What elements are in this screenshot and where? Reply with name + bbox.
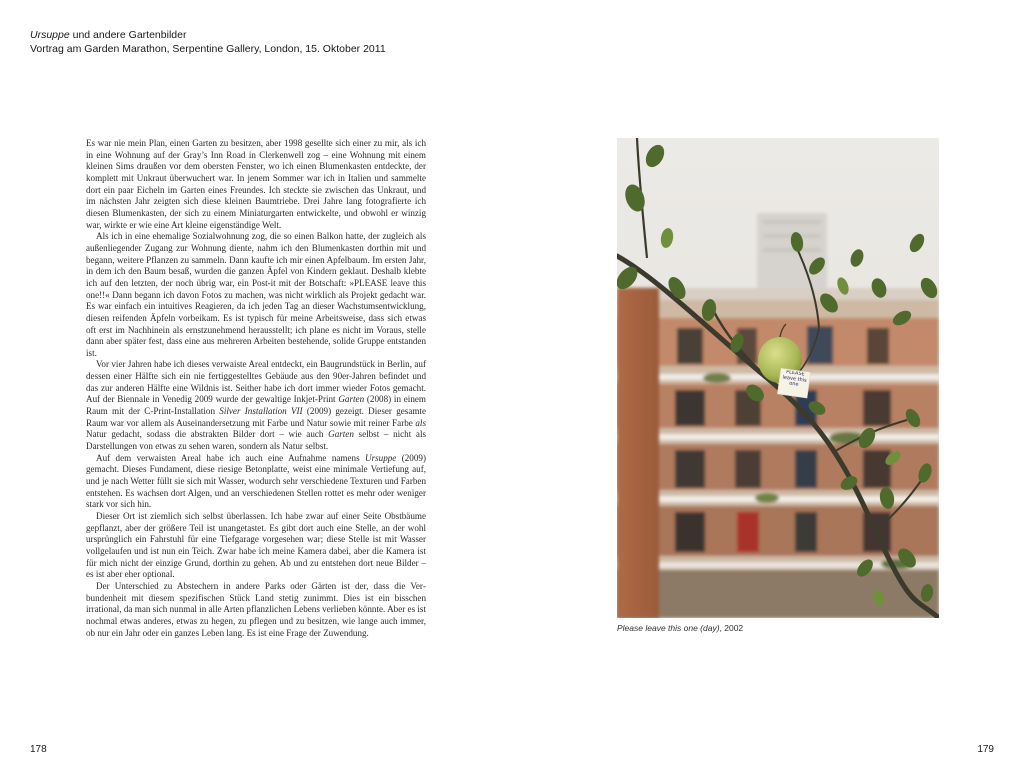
work-title-silver-installation: Silver Installation VII xyxy=(219,406,303,417)
text-run: (2009) gemacht. Dieses Fundament, diese riesige Betonplatte, weist eine minimale Vertiefung auf, und je nach Wetter füllt sie sich mit Wasser, wodurch sehr verschiedene Texturen und Farben entstehen. Es wachsen dort Algen, und an verschiedenen Stellen rottet es mehr oder weniger stark vor sich hin. xyxy=(86,452,426,510)
text-run: (2008) in einem Raum mit der C-Print-Installation xyxy=(86,394,426,417)
caption-year: , 2002 xyxy=(719,623,744,633)
text-run: Vor vier Jahren habe ich dieses verwaiste Areal entdeckt, ein Baugrundstück in Berlin, auf dessen einer Hälfte sich ein nie fertiggestelltes Gebäude aus den 90er-Jahren befindet und das zur anderen Hälfte eine Wildnis ist. Seither habe ich dort immer wieder Fotos gemacht. Auf der Biennale in Venedig 2009 wurde der gewaltige Inkjet-Print xyxy=(86,359,426,405)
running-head xyxy=(30,28,386,56)
photo-caption xyxy=(617,623,743,633)
chapter-subtitle: Vortrag am Garden Marathon, Serpentine Gallery, London, 15. Oktober 2011 xyxy=(30,43,386,55)
emphasis-als: als xyxy=(415,417,426,428)
page-number-left: 178 xyxy=(30,744,47,755)
work-title-garten: Garten xyxy=(328,429,354,440)
paragraph-2: Als ich in eine ehemalige Sozialwohnung zog, die so einen Balkon hatte, der zugleich als außenliegender Zugang zur Wohnung diente, nahm ich den Blumenkasten dorthin mit und begann, weitere Pflanzen zu sammeln. Dann kaufte ich mir einen Apfelbaum. Im ersten Jahr, in dem ich den Baum besaß, wurden die ganzen Äpfel von Kindern geklaut. Deshalb klebte ich auf den letzten, der noch übrig war, ein Post-it mit der Botschaft: »PLEASE leave this one!!« Dann begann ich davon Fotos zu machen, was nicht wirklich als Projekt gedacht war. Es war einfach ein intuitives Reagieren, da ich jeden Tag an dieser Wachstumsentwicklung, diesen reifenden Äpfeln vorbeikam. Es ist typisch für meine Arbeitsweise, dass sich etwas oft erst im Nachhinein als ernstzunehmend herausstellt; ich plane es nicht im Voraus, stelle dann aber später fest, dass eine aus mehreren Arbeiten bestehende, solide Gruppe entstanden ist. xyxy=(86,231,426,358)
photo-illustration xyxy=(617,138,939,618)
paragraph-1: Es war nie mein Plan, einen Garten zu besitzen, aber 1998 gesellte sich einer zu mir, als ich in eine Wohnung auf der Gray’s Inn Road in Clerkenwell zog – eine Wohnung mit einem kleinen Sims draußen vor dem obersten Fenster, wo ich einen Blumenkasten entdeckte, der komplett mit Unkraut überwuchert war. In jenem Sommer war ich in Italien und sammelte dort ein paar Eicheln im Garten eines Freundes. Ich steckte sie zwischen das Unkraut, und im nächsten Jahr zeigten sich diese kleinen Baumtriebe. Drei Jahre lang fotografierte ich diesen Blumenkasten, der sich zu einem Miniaturgarten entwickelte, und obwohl er winzig war, wirkte er wie eine Art kleine eigenständige Welt. xyxy=(86,138,426,230)
chapter-title-rest: und andere Gartenbilder xyxy=(69,29,187,41)
post-it-note-text: PLEASE leave this one xyxy=(782,369,808,388)
chapter-title-italic: Ursuppe xyxy=(30,29,70,41)
chapter-title xyxy=(30,28,386,42)
photograph-apple-tree xyxy=(617,138,939,618)
paragraph-5: Dieser Ort ist ziemlich sich selbst überlassen. Ich habe zwar auf einer Seite Obstbäume gepflanzt, aber der größere Teil ist unangetastet. Es gibt dort auch eine Stelle, an der wohl ursprünglich ein Fahrstuhl für eine Tiefgarage vorgesehen war; diese Stelle ist mit Wasser vollgelaufen und ist nun ein Teich. Zwar habe ich meine Kamera dabei, aber die Kamera ist für mich nicht der einzige Grund, dorthin zu gehen. Ab und zu entstehen dort neue Bilder – es ist aber eher optional. xyxy=(86,511,426,580)
page-number-right: 179 xyxy=(977,744,994,755)
caption-title: Please leave this one (day) xyxy=(617,623,720,633)
paragraph-6: Der Unterschied zu Abstechern in andere Parks oder Gärten ist der, dass die Verbundenheit mit diesem spezifischen Stück Land stetig zunimmt. Dies ist ein bisschen irrational, da man sich nunmal in alle Arten pflanzlichen Lebens verlieben könnte. Aber es ist nochmal etwas anderes, etwas zu hegen, zu pflegen und zu besitzen, wie lange auch immer, ob nur ein Jahr oder ein ganzes Leben lang. Es ist eine Frage der Zuwendung. xyxy=(86,580,426,638)
paragraph-3 xyxy=(86,359,426,452)
essay-text xyxy=(86,138,426,639)
text-run: (2009) gezeigt. Dieser gesamte Raum war vor allem als Auseinandersetzung mit Farbe und Natur sowie mit reiner Farbe xyxy=(86,406,426,428)
text-run: Natur gedacht, sodass die abstrakten Bilder dort – wie auch xyxy=(86,429,329,440)
text-run: Auf dem verwaisten Areal habe ich auch eine Aufnahme namens xyxy=(96,452,366,463)
text-run: selbst – nicht als Darstellungen von etwas zu sehen waren, sondern als Natur selbst. xyxy=(86,429,427,452)
work-title-ursuppe: Ursuppe xyxy=(365,452,397,463)
work-title-garten: Garten xyxy=(338,394,365,405)
paragraph-4 xyxy=(86,453,426,511)
